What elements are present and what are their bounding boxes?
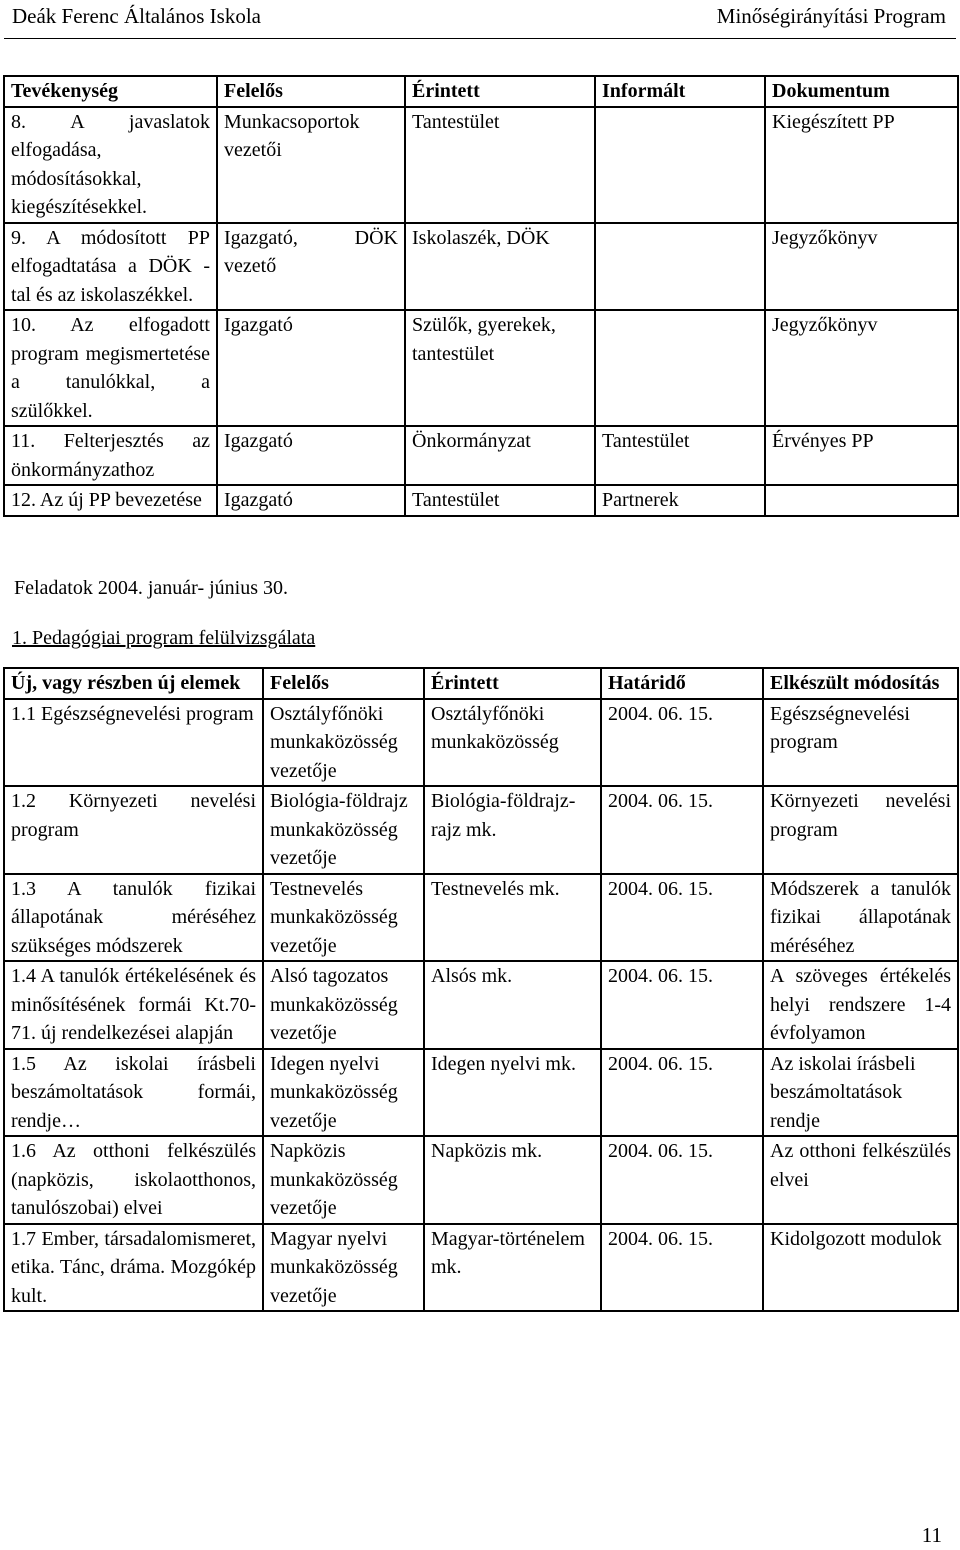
table-row — [4, 874, 958, 962]
deadline-cell: 2004. 06. 15. — [601, 874, 763, 962]
responsible-cell: Igazgató — [217, 426, 405, 485]
responsible-cell: Osztályfőnöki munkaközösség vezetője — [263, 699, 424, 787]
activity-cell: 11. Felterjesztés az önkormányzathoz — [4, 426, 217, 485]
col-header-affected: Érintett — [405, 76, 595, 107]
col-header-responsible: Felelős — [263, 668, 424, 699]
table-row — [4, 1049, 958, 1137]
completed-cell: Kidolgozott modulok — [763, 1224, 958, 1312]
table-row — [4, 1224, 958, 1312]
section-title: 1. Pedagógiai program felülvizsgálata — [12, 627, 316, 649]
affected-cell: Testnevelés mk. — [424, 874, 601, 962]
responsible-cell: Napközis munkaközösség vezetője — [263, 1136, 424, 1224]
element-cell: 1.3 A tanulók fizikai állapotának méréséhez szükséges módszerek — [4, 874, 263, 962]
col-header-affected: Érintett — [424, 668, 601, 699]
deadline-cell: 2004. 06. 15. — [601, 961, 763, 1049]
program-table-header — [4, 668, 958, 699]
activity-table — [3, 75, 959, 517]
deadline-cell: 2004. 06. 15. — [601, 1049, 763, 1137]
element-cell: 1.2 Környezeti nevelési program — [4, 786, 263, 874]
deadline-cell: 2004. 06. 15. — [601, 786, 763, 874]
responsible-cell: Munkacsoportok vezetői — [217, 107, 405, 223]
activity-cell: 8. A javaslatok elfogadása, módosításokkal, kiegészítésekkel. — [4, 107, 217, 223]
table-row — [4, 223, 958, 311]
completed-cell: Környezeti nevelési program — [763, 786, 958, 874]
affected-cell: Alsós mk. — [424, 961, 601, 1049]
table-row — [4, 1136, 958, 1224]
table-row — [4, 107, 958, 223]
activity-cell: 10. Az elfogadott program megismertetése a tanulókkal, a szülőkkel. — [4, 310, 217, 426]
informed-cell — [595, 223, 765, 311]
deadline-cell: 2004. 06. 15. — [601, 1224, 763, 1312]
document-cell: Kiegészített PP — [765, 107, 958, 223]
affected-cell: Önkormányzat — [405, 426, 595, 485]
program-review-table — [3, 667, 959, 1312]
element-cell: 1.5 Az iskolai írásbeli beszámoltatások formái, rendje… — [4, 1049, 263, 1137]
affected-cell: Osztályfőnöki munkaközösség — [424, 699, 601, 787]
affected-cell: Tantestület — [405, 107, 595, 223]
completed-cell: Egészségnevelési program — [763, 699, 958, 787]
table-row — [4, 310, 958, 426]
responsible-cell: Idegen nyelvi munkaközösség vezetője — [263, 1049, 424, 1137]
col-header-deadline: Határidő — [601, 668, 763, 699]
element-cell: 1.7 Ember, társadalomismeret, etika. Tánc, dráma. Mozgókép kult. — [4, 1224, 263, 1312]
responsible-cell: Igazgató, DÖK vezető — [217, 223, 405, 311]
informed-cell — [595, 310, 765, 426]
informed-cell — [595, 107, 765, 223]
document-cell — [765, 485, 958, 516]
header-document-title: Minőségirányítási Program — [716, 4, 946, 28]
affected-cell: Szülők, gyerekek, tantestület — [405, 310, 595, 426]
table-row — [4, 426, 958, 485]
completed-cell: A szöveges értékelés helyi rendszere 1-4 évfolyamon — [763, 961, 958, 1049]
affected-cell: Idegen nyelvi mk. — [424, 1049, 601, 1137]
completed-cell: Az iskolai írásbeli beszámoltatások rendje — [763, 1049, 958, 1137]
responsible-cell: Testnevelés munkaközösség vezetője — [263, 874, 424, 962]
table-row — [4, 485, 958, 516]
element-cell: 1.6 Az otthoni felkészülés (napközis, iskolaotthonos, tanulószobai) elvei — [4, 1136, 263, 1224]
activity-table-header — [4, 76, 958, 107]
affected-cell: Iskolaszék, DÖK — [405, 223, 595, 311]
table-row — [4, 786, 958, 874]
tasks-deadline-note: Feladatok 2004. január- június 30. — [14, 577, 288, 599]
col-header-informed: Informált — [595, 76, 765, 107]
col-header-activity: Tevékenység — [4, 76, 217, 107]
document-cell: Jegyzőkönyv — [765, 310, 958, 426]
element-cell: 1.1 Egészségnevelési program — [4, 699, 263, 787]
informed-cell: Tantestület — [595, 426, 765, 485]
responsible-cell: Igazgató — [217, 310, 405, 426]
affected-cell: Biológia-földrajz-rajz mk. — [424, 786, 601, 874]
col-header-new-elements: Új, vagy részben új elemek — [4, 668, 263, 699]
col-header-document: Dokumentum — [765, 76, 958, 107]
header-school-name: Deák Ferenc Általános Iskola — [12, 4, 261, 28]
table-row — [4, 961, 958, 1049]
affected-cell: Napközis mk. — [424, 1136, 601, 1224]
responsible-cell: Biológia-földrajz munkaközösség vezetője — [263, 786, 424, 874]
completed-cell: Módszerek a tanulók fizikai állapotának méréséhez — [763, 874, 958, 962]
affected-cell: Tantestület — [405, 485, 595, 516]
activity-cell: 9. A módosított PP elfogadtatása a DÖK -tal és az iskolaszékkel. — [4, 223, 217, 311]
col-header-responsible: Felelős — [217, 76, 405, 107]
document-cell: Érvényes PP — [765, 426, 958, 485]
col-header-completed-modification: Elkészült módosítás — [763, 668, 958, 699]
informed-cell: Partnerek — [595, 485, 765, 516]
deadline-cell: 2004. 06. 15. — [601, 1136, 763, 1224]
element-cell: 1.4 A tanulók értékelésének és minősítésének formái Kt.70-71. új rendelkezései alapján — [4, 961, 263, 1049]
document-cell: Jegyzőkönyv — [765, 223, 958, 311]
responsible-cell: Magyar nyelvi munkaközösség vezetője — [263, 1224, 424, 1312]
affected-cell: Magyar-történelem mk. — [424, 1224, 601, 1312]
deadline-cell: 2004. 06. 15. — [601, 699, 763, 787]
table-row — [4, 699, 958, 787]
page-number: 11 — [921, 1523, 942, 1547]
responsible-cell: Igazgató — [217, 485, 405, 516]
completed-cell: Az otthoni felkészülés elvei — [763, 1136, 958, 1224]
header-divider — [4, 38, 956, 39]
responsible-cell: Alsó tagozatos munkaközösség vezetője — [263, 961, 424, 1049]
activity-cell: 12. Az új PP bevezetése — [4, 485, 217, 516]
